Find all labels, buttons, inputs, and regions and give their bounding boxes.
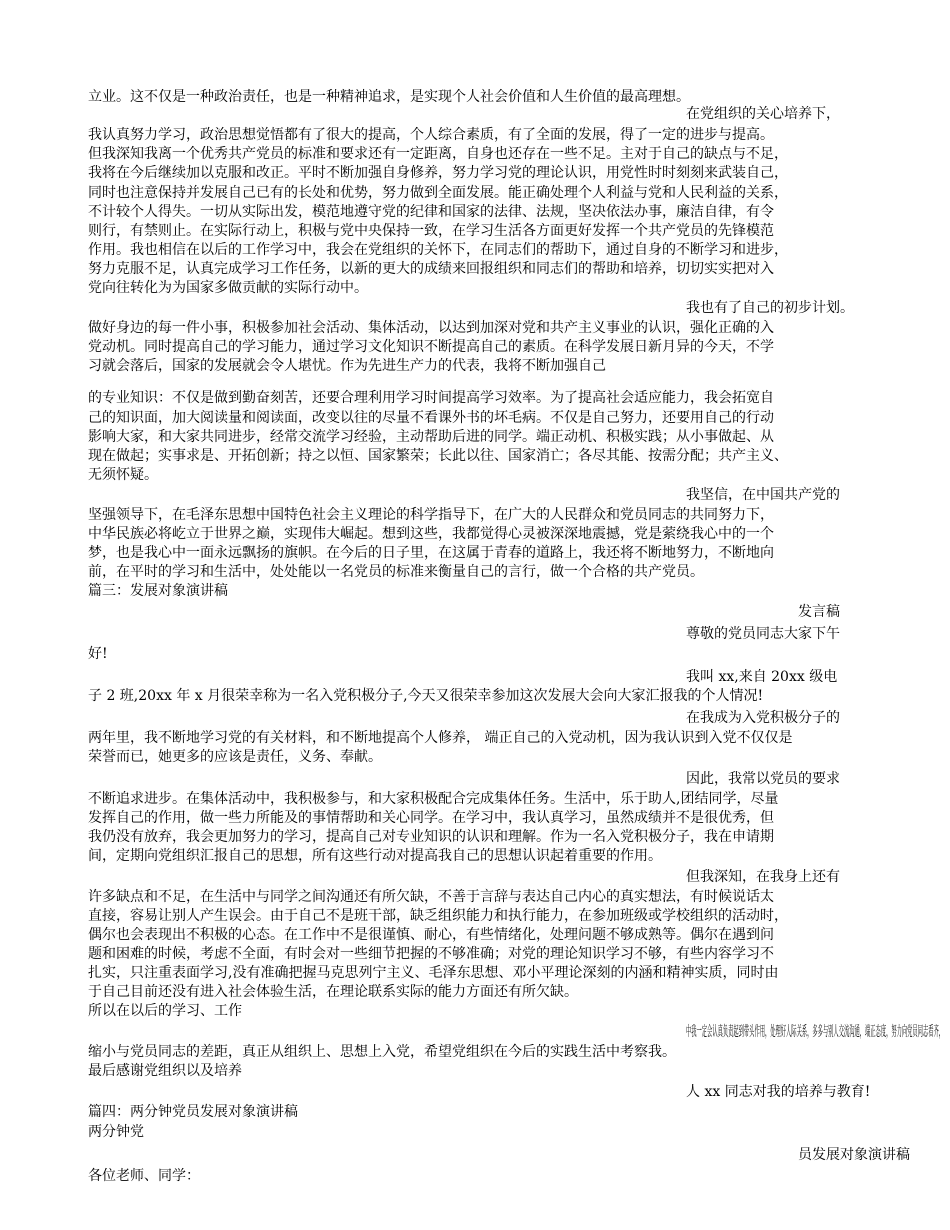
text-line: 荣誉而已，她更多的应该是责任，义务、奉献。 (88, 749, 382, 765)
text-line: 员发展对象演讲稿 (798, 1147, 910, 1163)
text-line: 不断追求进步。在集体活动中，我积极参与，和大家积极配合完成集体任务。生活中，乐于助人,团结同学，尽量 (88, 791, 779, 807)
text-line: 我叫 xx,来自 20xx 级电 (686, 669, 838, 685)
text-line: 前，在平时的学习和生活中，处处能以一名党员的标准来衡量自己的言行，做一个合格的共产党员。 (88, 564, 704, 580)
text-line: 偶尔也会表现出不积极的心态。在工作中不是很谨慎、耐心，有些情绪化，处理问题不够成熟等。偶尔在遇到问 (88, 927, 774, 943)
text-line: 尊敬的党员同志大家下午 (686, 626, 840, 642)
text-line: 但我深知，在我身上还有 (686, 869, 840, 885)
text-line: 题和困难的时候，考虑不全面，有时会对一些细节把握的不够准确；对党的理论知识学习不够，有些内容学习不 (88, 946, 774, 962)
text-line: 立业。这不仅是一种政治责任，也是一种精神追求，是实现个人社会价值和人生价值的最高理想。 (88, 89, 690, 105)
text-line: 发言稿 (798, 604, 840, 620)
text-line: 中我一定会认真负责起到带头作用，处理好人际关系，多多与别人交流沟通，端正态度，努力向党员同志看齐， (686, 1024, 945, 1040)
text-line: 我坚信，在中国共产党的 (686, 487, 840, 503)
text-line: 努力克服不足，认真完成学习工作任务，以新的更大的成绩来回报组织和同志们的帮助和培养，切切实实把对入 (88, 261, 774, 277)
text-line: 两年里，我不断地学习党的有关材料，和不断地提高个人修养， 端正自己的入党动机，因为我认识到入党不仅仅是 (88, 730, 793, 746)
text-line: 影响大家，和大家共同进步，经常交流学习经验，主动帮助后进的同学。端正动机、积极实践；从小事做起、从 (88, 429, 774, 445)
text-line: 同时也注意保持并发展自己已有的长处和优势，努力做到全面发展。能正确处理个人利益与党和人民利益的关系， (88, 185, 788, 201)
text-line: 做好身边的每一件小事，积极参加社会活动、集体活动，以达到加深对党和共产主义事业的认识，强化正确的入 (88, 320, 774, 336)
text-line: 现在做起；实事求是、开拓创新；持之以恒、国家繁荣；长此以往、国家消亡；各尽其能、按需分配；共产主义、 (88, 448, 788, 464)
text-line: 我认真努力学习，政治思想觉悟都有了很大的提高，个人综合素质，有了全面的发展，得了一定的进步与提高。 (88, 127, 774, 143)
text-line: 缩小与党员同志的差距，真正从组织上、思想上入党，希望党组织在今后的实践生活中考察我。 (88, 1044, 676, 1060)
text-line: 间，定期向党组织汇报自己的思想，所有这些行动对提高我自己的思想认识起着重要的作用。 (88, 848, 662, 864)
text-line: 扎实，只注重表面学习,没有准确把握马克思列宁主义、毛泽东思想、邓小平理论深刻的内涵和精神实质，同时由 (88, 965, 779, 981)
text-line: 不计较个人得失。一切从实际出发，模范地遵守党的纪律和国家的法律、法规，坚决依法办事，廉洁自律，有令 (88, 204, 774, 220)
text-line: 因此，我常以党员的要求 (686, 771, 840, 787)
text-line: 的专业知识：不仅是做到勤奋刻苦，还要合理利用学习时间提高学习效率。为了提高社会适应能力，我会拓宽自 (88, 390, 774, 406)
text-line: 则行，有禁则止。在实际行动上，积极与党中央保持一致，在学习生活各方面更好发挥一个共产党员的先锋模范 (88, 223, 774, 239)
text-line: 中华民族必将屹立于世界之巅，实现伟大崛起。想到这些，我都觉得心灵被深深地震撼，党是萦绕我心中的一个 (88, 526, 774, 542)
text-line: 我也有了自己的初步计划。 (686, 300, 854, 316)
text-line: 在党组织的关心培养下， (686, 106, 840, 122)
text-line: 发挥自己的作用，做一些力所能及的事情帮助和关心同学。在学习中，我认真学习，虽然成绩并不是很优秀，但 (88, 810, 774, 826)
text-line: 但我深知我离一个优秀共产党员的标准和要求还有一定距离，自身也还存在一些不足。主对于自己的缺点与不足， (88, 146, 788, 162)
text-line: 无须怀疑。 (88, 467, 158, 483)
section-heading: 篇三：发展对象演讲稿 (88, 583, 228, 599)
text-line: 直接，容易让别人产生误会。由于自己不是班干部，缺乏组织能力和执行能力，在参加班级或学校组织的活动时， (88, 908, 788, 924)
text-line: 作用。我也相信在以后的工作学习中，我会在党组织的关怀下，在同志们的帮助下，通过自身的不断学习和进步， (88, 242, 788, 258)
text-line: 各位老师、同学： (88, 1168, 200, 1184)
section-heading: 两分钟党 (88, 1124, 144, 1140)
text-line: 篇四：两分钟党员发展对象演讲稿 (88, 1104, 298, 1120)
text-line: 梦，也是我心中一面永远飘扬的旗帜。在今后的日子里，在这属于青春的道路上，我还将不断地努力，不断地向 (88, 545, 774, 561)
text-line: 许多缺点和不足，在生活中与同学之间沟通还有所欠缺，不善于言辞与表达自己内心的真实想法，有时候说话太 (88, 889, 774, 905)
text-line: 于自己目前还没有进入社会体验生活，在理论联系实际的能力方面还有所欠缺。 (88, 984, 578, 1000)
text-line: 习就会落后，国家的发展就会令人堪忧。作为先进生产力的代表，我将不断加强自己 (88, 358, 606, 374)
text-line: 党动机。同时提高自己的学习能力，通过学习文化知识不断提高自己的素质。在科学发展日新月异的今天，不学 (88, 339, 774, 355)
text-line: 人 xx 同志对我的培养与教育! (686, 1084, 871, 1100)
text-line: 子 2 班,20xx 年 x 月很荣幸称为一名入党积极分子,今天又很荣幸参加这次发展大会向大家汇报我的个人情况! (88, 688, 764, 704)
text-line: 好! (88, 646, 108, 662)
text-line: 坚强领导下，在毛泽东思想中国特色社会主义理论的科学指导下，在广大的人民群众和党员同志的共同努力下， (88, 507, 774, 523)
text-line: 我将在今后继续加以克服和改正。平时不断加强自身修养，努力学习党的理论认识，用党性时时刻刻来武装自己， (88, 165, 788, 181)
text-line: 在我成为入党积极分子的 (686, 710, 840, 726)
text-line: 党向往转化为为国家多做贡献的实际行动中。 (88, 280, 368, 296)
text-line: 所以在以后的学习、工作 (88, 1003, 242, 1019)
text-line: 己的知识面，加大阅读量和阅读面，改变以往的尽量不看课外书的坏毛病。不仅是自己努力，还要用自己的行动 (88, 410, 774, 426)
text-line: 我仍没有放弃，我会更加努力的学习，提高自己对专业知识的认识和理解。作为一名入党积极分子，我在申请期 (88, 829, 774, 845)
text-line: 最后感谢党组织以及培养 (88, 1063, 242, 1079)
